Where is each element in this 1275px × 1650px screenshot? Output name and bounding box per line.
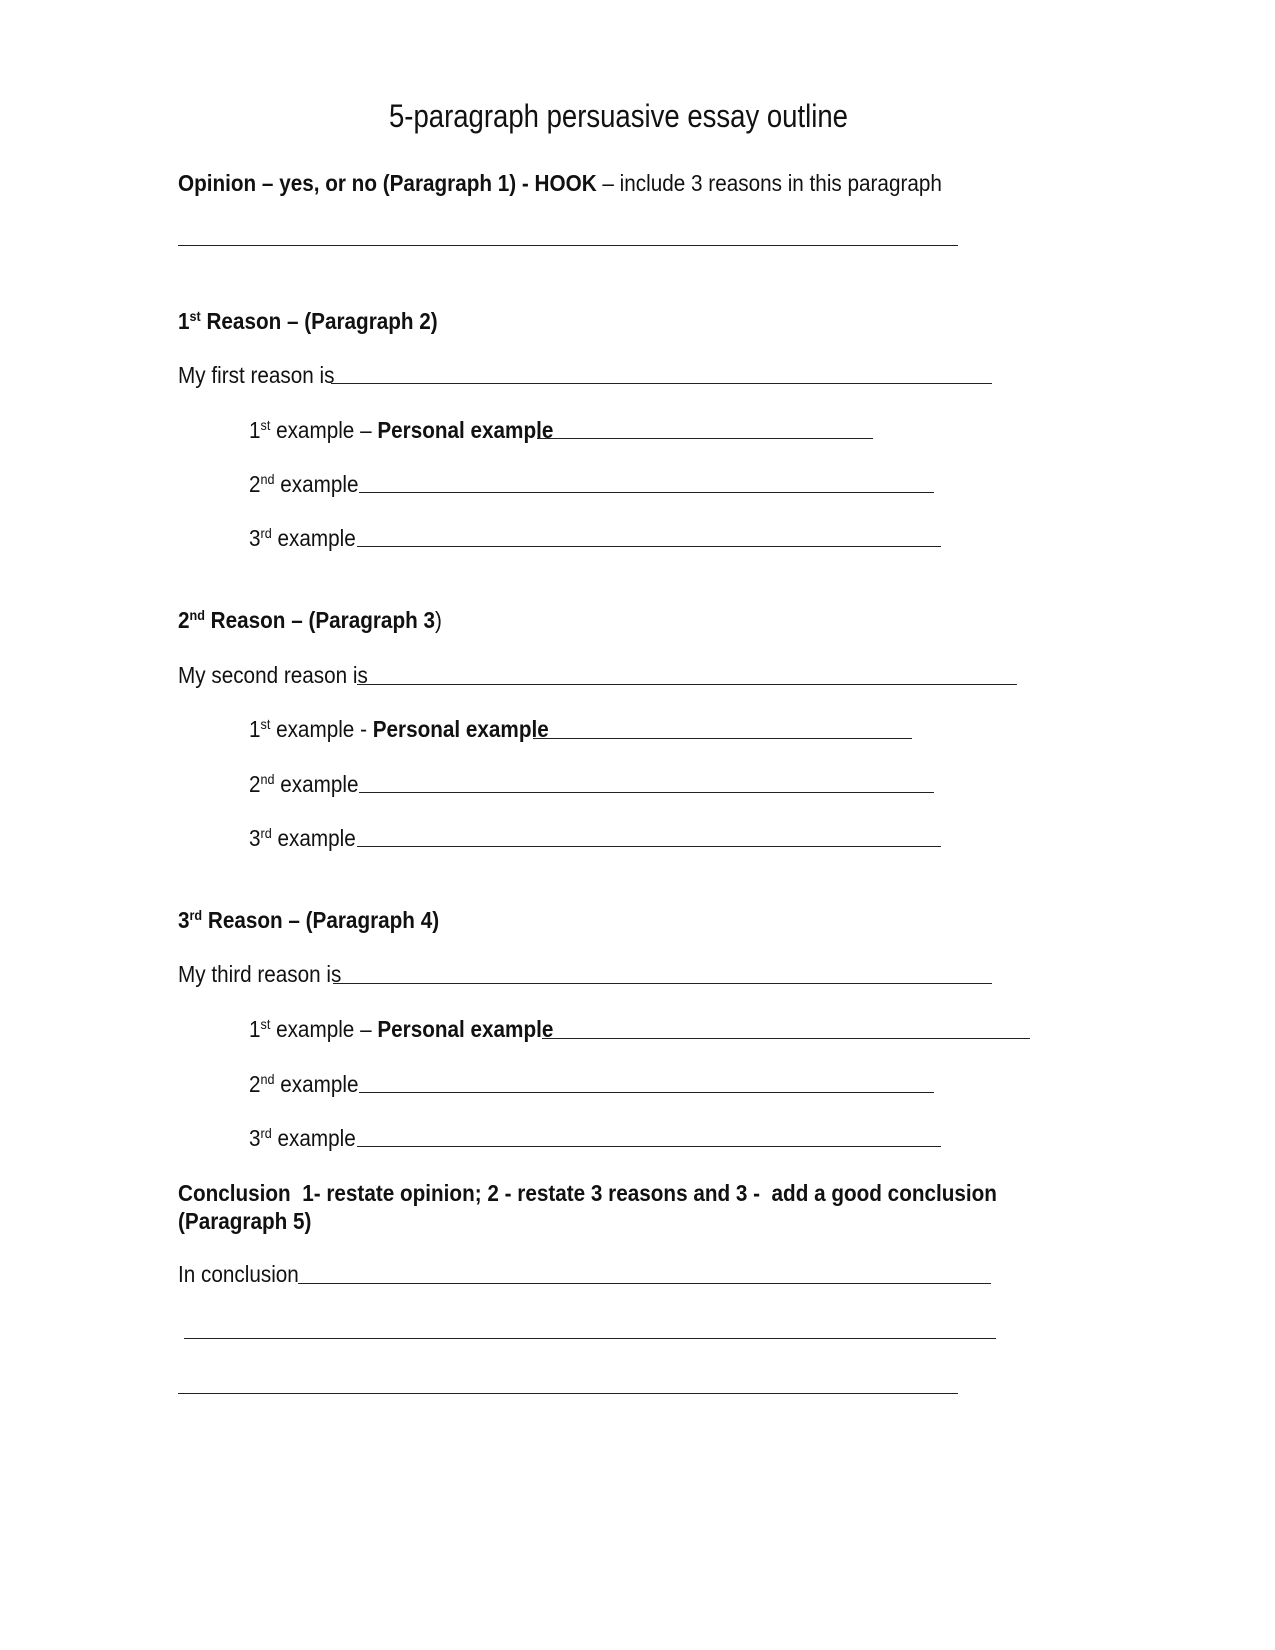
reason1-blank-line[interactable]: [331, 383, 992, 384]
reason3-ordinal: rd: [189, 907, 203, 923]
example-label: example: [271, 525, 362, 551]
reason1-example1-blank-line[interactable]: [537, 438, 873, 439]
reason1-heading: [178, 310, 438, 333]
reason3-example3-label: [249, 1127, 361, 1150]
personal-example-label: Personal example: [377, 1016, 560, 1042]
reason3-example2-blank-line[interactable]: [359, 1092, 934, 1093]
example-label: example –: [270, 1016, 378, 1042]
reason2-heading-close: ): [435, 607, 442, 633]
conclusion-lead: In conclusion: [178, 1261, 305, 1287]
ordinal-suffix: nd: [260, 1071, 275, 1087]
reason1-example1-label: [249, 419, 553, 442]
reason3-blank-line[interactable]: [333, 983, 992, 984]
reason2-example2-label: [249, 773, 364, 796]
personal-example-label: Personal example: [372, 716, 549, 742]
reason2-example1-blank-line[interactable]: [533, 738, 912, 739]
reason2-example3-blank-line[interactable]: [357, 846, 941, 847]
page-title: 5-paragraph persuasive essay outline: [389, 98, 848, 134]
reason3-lead: My third reason is: [178, 961, 342, 987]
conclusion-blank-line-2[interactable]: [184, 1338, 996, 1339]
reason2-heading-text: Reason – (Paragraph 3: [204, 607, 436, 633]
ordinal-number: 1: [249, 716, 261, 742]
reason2-ordinal: nd: [189, 607, 205, 623]
reason3-heading-text: Reason – (Paragraph 4): [202, 907, 440, 933]
ordinal-suffix: st: [260, 1016, 271, 1032]
ordinal-suffix: st: [260, 716, 271, 732]
example-label: example -: [270, 716, 373, 742]
ordinal-suffix: rd: [260, 1125, 272, 1141]
ordinal-number: 3: [249, 525, 261, 551]
conclusion-blank-line-1[interactable]: [298, 1283, 991, 1284]
reason2-lead: My second reason is: [178, 662, 368, 688]
ordinal-number: 2: [249, 1071, 261, 1097]
reason3-example2-label: [249, 1073, 364, 1096]
opinion-heading: [178, 172, 942, 195]
opinion-heading-instruction: – include 3 reasons in this paragraph: [596, 170, 942, 196]
ordinal-number: 1: [249, 417, 261, 443]
conclusion-heading-line2: (Paragraph 5): [178, 1208, 312, 1234]
conclusion-heading-line1: Conclusion 1- restate opinion; 2 - restate 3 reasons and 3 - add a good conclusion: [178, 1180, 997, 1206]
example-label: example: [271, 825, 362, 851]
ordinal-number: 3: [249, 825, 261, 851]
reason1-example3-blank-line[interactable]: [357, 546, 941, 547]
ordinal-suffix: nd: [260, 771, 275, 787]
reason1-ordinal: st: [189, 308, 201, 324]
reason3-heading: [178, 909, 439, 932]
ordinal-suffix: nd: [260, 471, 275, 487]
reason1-example2-label: [249, 473, 364, 496]
conclusion-blank-line-3[interactable]: [178, 1393, 958, 1394]
reason2-example2-blank-line[interactable]: [359, 792, 934, 793]
reason1-example3-label: [249, 527, 361, 550]
reason1-number: 1: [178, 308, 190, 334]
ordinal-suffix: st: [260, 417, 271, 433]
reason2-example3-label: [249, 827, 361, 850]
reason2-example1-label: [249, 718, 549, 741]
reason1-example2-blank-line[interactable]: [359, 492, 934, 493]
opinion-heading-bold: Opinion – yes, or no (Paragraph 1) - HOOK: [178, 170, 597, 196]
ordinal-suffix: rd: [260, 825, 272, 841]
ordinal-number: 2: [249, 471, 261, 497]
reason3-example1-blank-line[interactable]: [542, 1038, 1030, 1039]
reason3-example1-label: [249, 1018, 559, 1041]
personal-example-label: Personal example: [377, 417, 554, 443]
ordinal-number: 3: [249, 1125, 261, 1151]
example-label: example –: [270, 417, 378, 443]
ordinal-number: 2: [249, 771, 261, 797]
opinion-blank-line[interactable]: [178, 245, 958, 246]
reason1-lead: My first reason is: [178, 362, 341, 388]
example-label: example: [274, 771, 365, 797]
ordinal-suffix: rd: [260, 525, 272, 541]
reason2-number: 2: [178, 607, 190, 633]
reason2-blank-line[interactable]: [357, 684, 1017, 685]
example-label: example: [271, 1125, 362, 1151]
example-label: example: [274, 471, 365, 497]
reason2-heading: [178, 609, 442, 632]
ordinal-number: 1: [249, 1016, 261, 1042]
reason1-heading-text: Reason – (Paragraph 2): [200, 308, 438, 334]
reason3-example3-blank-line[interactable]: [357, 1146, 941, 1147]
reason3-number: 3: [178, 907, 190, 933]
example-label: example: [274, 1071, 365, 1097]
